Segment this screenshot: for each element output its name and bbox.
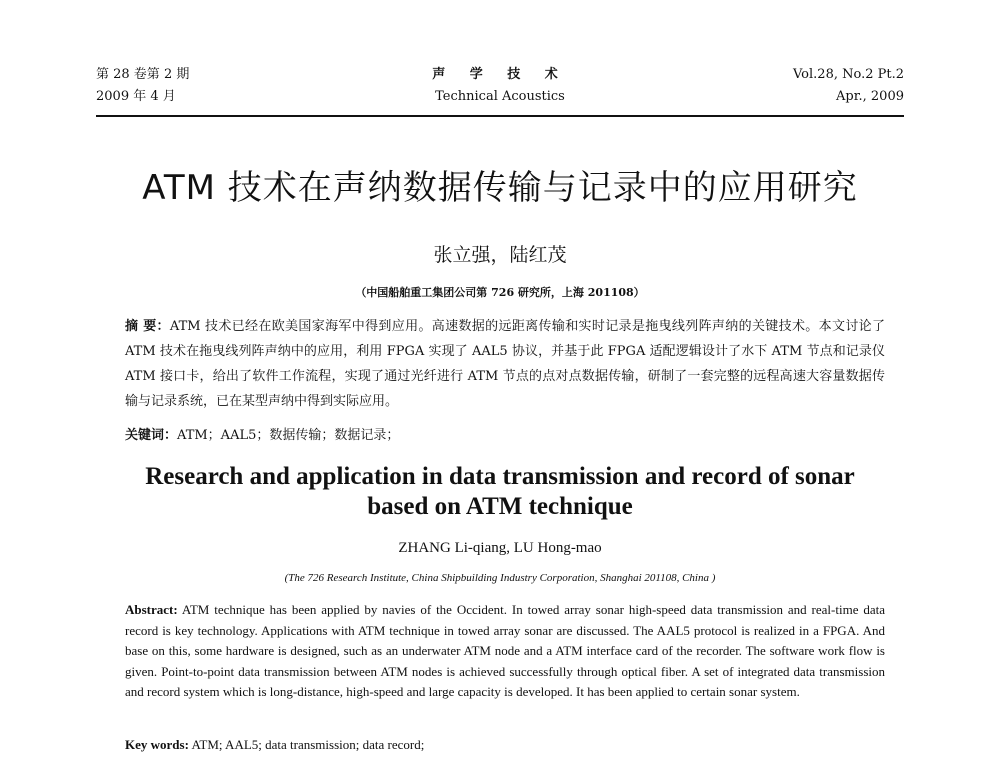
keywords-cn: [125, 425, 885, 447]
abstract-label-cn: 摘 要：: [125, 319, 170, 334]
keywords-label-cn: 关键词：: [125, 428, 178, 443]
date-cn: 2009 年 4 月: [96, 89, 176, 104]
keywords-label-en: Key words:: [125, 737, 189, 752]
authors-en: ZHANG Li-qiang, LU Hong-mao: [398, 540, 602, 556]
keywords-text-en: ATM; AAL5; data transmission; data record;: [191, 737, 425, 752]
abstract-text-en: ATM technique has been applied by navies of the Occident. In towed array sonar high-speed data transmission and real-time data record is key technology. Applications with ATM technique in towed array sonar are discussed. The AAL5 protocol is realized in a FPGA. And base on this, some hardware is designed, such as an underwater ATM node and a ATM interface card of the recorder. The software work flow is given. Point-to-point data transmission between ATM nodes is achieved successfully through optical fiber. A set of integrated data transmission and record system which is long-distance, high-speed and large capacity is developed. It has been applied to certain sonar system.: [125, 602, 885, 700]
abstract-text-cn: ATM 技术已经在欧美国家海军中得到应用。高速数据的远距离传输和实时记录是拖曳线列阵声纳的关键技术。本文讨论了 ATM 技术在拖曳线列阵声纳中的应用，利用 FPGA 实现了 AAL5 协议，并基于此 FPGA 适配逻辑设计了水下 ATM 节点和记录仪 ATM 接口卡，给出了软件工作流程，实现了通过光纤进行 ATM 节点的点对点数据传输，研制了一套完整的远程高速大容量数据传输与记录系统，已在某型声纳中得到实际应用。: [125, 319, 885, 409]
journal-name-cn: 声 学 技 术: [432, 67, 568, 82]
abstract-cn: [125, 314, 885, 414]
journal-name-en: Technical Acoustics: [435, 89, 565, 104]
header-center: [96, 64, 904, 108]
affiliation-cn: （中国船舶重工集团公司第 726 研究所，上海 201108）: [355, 286, 645, 299]
running-header: [96, 64, 904, 112]
abstract-label-en: Abstract:: [125, 602, 178, 617]
title-en-line1: Research and application in data transmission and record of sonar: [145, 463, 855, 490]
volume-cn: 第 28 卷第 2 期: [96, 67, 190, 82]
keywords-text-cn: ATM；AAL5；数据传输；数据记录；: [177, 428, 400, 443]
keywords-en: [125, 735, 885, 755]
authors-cn: 张立强，陆红茂: [433, 244, 567, 266]
title-cn: ATM 技术在声纳数据传输与记录中的应用研究: [142, 168, 858, 208]
volume-en: Vol.28, No.2 Pt.2: [792, 67, 904, 82]
title-en-line2: based on ATM technique: [367, 493, 633, 520]
affiliation-en: (The 726 Research Institute, China Shipbuilding Industry Corporation, Shanghai 201108, China ): [284, 572, 716, 584]
abstract-en: [125, 600, 885, 703]
header-rule: [96, 115, 904, 117]
title-en: [100, 462, 900, 522]
date-en: Apr., 2009: [836, 89, 904, 104]
header-right: [793, 64, 904, 108]
